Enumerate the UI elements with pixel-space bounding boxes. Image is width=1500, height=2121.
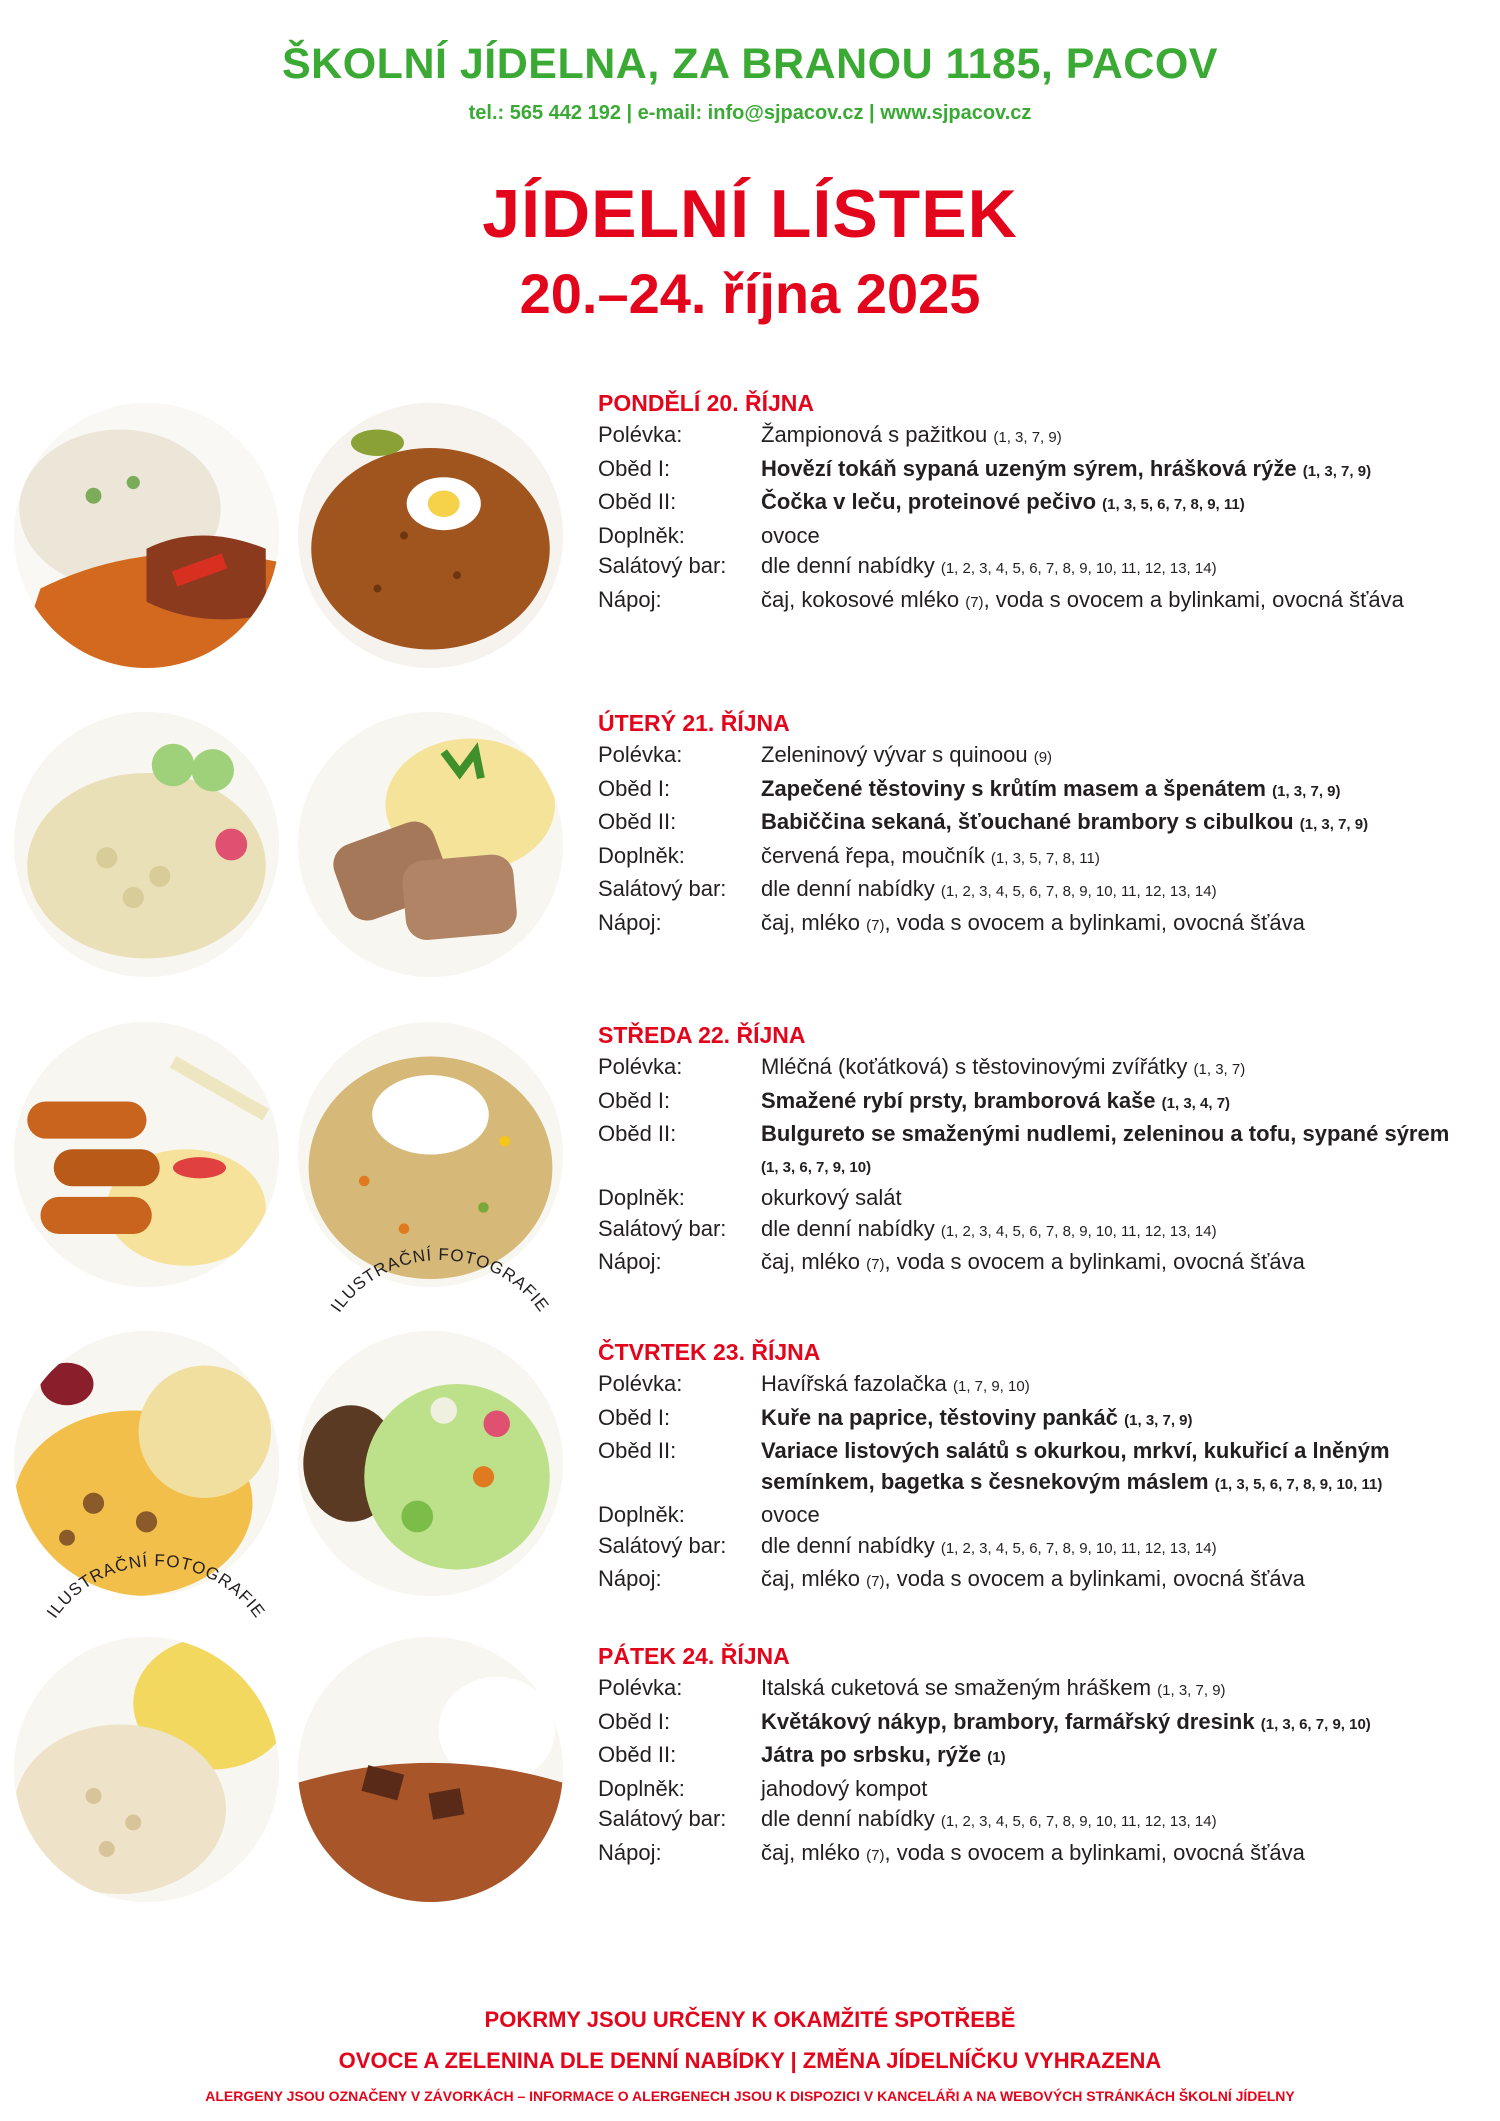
side-row: Doplněk: jahodový kompot [598, 1775, 928, 1801]
illustration-note-text: ILUSTRAČNÍ FOTOGRAFIE [326, 1244, 553, 1316]
page-header [0, 38, 1500, 125]
illustration-note-1 [310, 1244, 570, 1402]
soup-row: Polévka: Havířská fazolačka (1, 7, 9, 10) [598, 1371, 1030, 1396]
school-name: ŠKOLNÍ JÍDELNA, ZA BRANOU 1185, PACOV [282, 40, 1218, 88]
salad-row: Salátový bar: dle denní nabídky (1, 2, 3, 4, 5, 6, 7, 8, 9, 10, 11, 12, 13, 14) [598, 1806, 1217, 1831]
menu-title: JÍDELNÍ LÍSTEK [482, 176, 1018, 252]
soup-row: Polévka: Žampionová s pažitkou (1, 3, 7, 9) [598, 422, 1062, 447]
food-photo-fish-fingers [14, 1022, 279, 1287]
lunch2-row: Oběd II: Babiččina sekaná, šťouchané brambory s cibulkou (1, 3, 7, 9) [598, 809, 1369, 834]
lunch2-row: Oběd II: Játra po srbsku, rýže (1) [598, 1742, 1006, 1767]
day-tuesday [598, 708, 1498, 941]
food-photo-beef-rice [14, 403, 279, 668]
lunch1-row: Oběd I: Hovězí tokáň sypaná uzeným sýrem, hrášková rýže (1, 3, 7, 9) [598, 455, 1372, 481]
side-row: Doplněk: červená řepa, moučník (1, 3, 5, 7, 8, 11) [598, 842, 1100, 868]
drink-row: Nápoj: čaj, mléko (7), voda s ovocem a bylinkami, ovocná šťáva [598, 909, 1305, 935]
menu-dates: 20.–24. října 2025 [519, 262, 981, 325]
food-photo-liver-rice [298, 1637, 563, 1902]
drink-row: Nápoj: čaj, mléko (7), voda s ovocem a bylinkami, ovocná šťáva [598, 1839, 1305, 1865]
drink-row: Nápoj: čaj, kokosové mléko (7), voda s ovocem a bylinkami, ovocná šťáva [598, 586, 1404, 612]
salad-row: Salátový bar: dle denní nabídky (1, 2, 3, 4, 5, 6, 7, 8, 9, 10, 11, 12, 13, 14) [598, 876, 1217, 901]
side-row: Doplněk: okurkový salát [598, 1185, 902, 1210]
side-row: Doplněk: ovoce [598, 1502, 820, 1527]
day-friday [598, 1641, 1498, 1871]
day-title: ÚTERÝ 21. ŘÍJNA [598, 710, 790, 736]
salad-row: Salátový bar: dle denní nabídky (1, 2, 3, 4, 5, 6, 7, 8, 9, 10, 11, 12, 13, 14) [598, 1532, 1217, 1558]
footer-line-3: ALERGENY JSOU OZNAČENY V ZÁVORKÁCH – INFORMACE O ALERGENECH JSOU K DISPOZICI V KANCELÁŘI A NA WEBOVÝCH STRÁNKÁCH ŠKOLNÍ JÍDELNY [205, 2088, 1295, 2104]
day-title: PONDĚLÍ 20. ŘÍJNA [598, 390, 814, 416]
footer-line-1: POKRMY JSOU URČENY K OKAMŽITÉ SPOTŘEBĚ [484, 2007, 1016, 2032]
day-title: ČTVRTEK 23. ŘÍJNA [598, 1339, 821, 1365]
lunch2-row: Oběd II: Bulgureto se smaženými nudlemi, zeleninou a tofu, sypané sýrem (1, 3, 6, 7, 9, 10) [598, 1121, 1450, 1176]
illustration-note-2 [26, 1550, 286, 1708]
day-title: PÁTEK 24. ŘÍJNA [598, 1643, 790, 1669]
salad-row: Salátový bar: dle denní nabídky (1, 2, 3, 4, 5, 6, 7, 8, 9, 10, 11, 12, 13, 14) [598, 553, 1217, 578]
food-photo-meatloaf [298, 712, 563, 977]
day-monday [598, 388, 1498, 618]
lunch1-row: Oběd I: Kuře na paprice, těstoviny pankáč (1, 3, 7, 9) [598, 1404, 1193, 1430]
lunch1-row: Oběd I: Květákový nákyp, brambory, farmářský dresink (1, 3, 6, 7, 9, 10) [598, 1708, 1371, 1734]
side-row: Doplněk: ovoce [598, 522, 820, 548]
contact-info: tel.: 565 442 192 | e-mail: info@sjpacov.cz | www.sjpacov.cz [468, 102, 1032, 124]
lunch2-row: Oběd II: Čočka v leču, proteinové pečivo (1, 3, 5, 6, 7, 8, 9, 11) [598, 489, 1245, 514]
drink-row: Nápoj: čaj, mléko (7), voda s ovocem a bylinkami, ovocná šťáva [598, 1566, 1305, 1591]
food-photo-pasta-bake [14, 712, 279, 977]
lunch1-row: Oběd I: Zapečené těstoviny s krůtím masem a špenátem (1, 3, 7, 9) [598, 775, 1341, 801]
day-wednesday [598, 1020, 1498, 1281]
soup-row: Polévka: Zeleninový vývar s quinoou (9) [598, 742, 1053, 767]
food-photo-lentils [298, 403, 563, 668]
lunch1-row: Oběd I: Smažené rybí prsty, bramborová kaše (1, 3, 4, 7) [598, 1087, 1231, 1113]
lunch2-row: Oběd II: Variace listových salátů s okurkou, mrkví, kukuřicí a lněným semínkem, bagetka s česnekovým máslem (1, 3, 5, 6, 7, 8, 9, 10, 11) [598, 1438, 1390, 1494]
footer-line-2: OVOCE A ZELENINA DLE DENNÍ NABÍDKY | ZMĚNA JÍDELNÍČKU VYHRAZENA [338, 2048, 1162, 2073]
salad-row: Salátový bar: dle denní nabídky (1, 2, 3, 4, 5, 6, 7, 8, 9, 10, 11, 12, 13, 14) [598, 1215, 1217, 1241]
soup-row: Polévka: Mléčná (koťátková) s těstovinovými zvířátky (1, 3, 7) [598, 1054, 1246, 1079]
illustration-note-text: ILUSTRAČNÍ FOTOGRAFIE [42, 1550, 269, 1622]
day-thursday [598, 1337, 1498, 1598]
day-title: STŘEDA 22. ŘÍJNA [598, 1022, 806, 1048]
soup-row: Polévka: Italská cuketová se smaženým hráškem (1, 3, 7, 9) [598, 1675, 1226, 1700]
drink-row: Nápoj: čaj, mléko (7), voda s ovocem a bylinkami, ovocná šťáva [598, 1249, 1305, 1274]
